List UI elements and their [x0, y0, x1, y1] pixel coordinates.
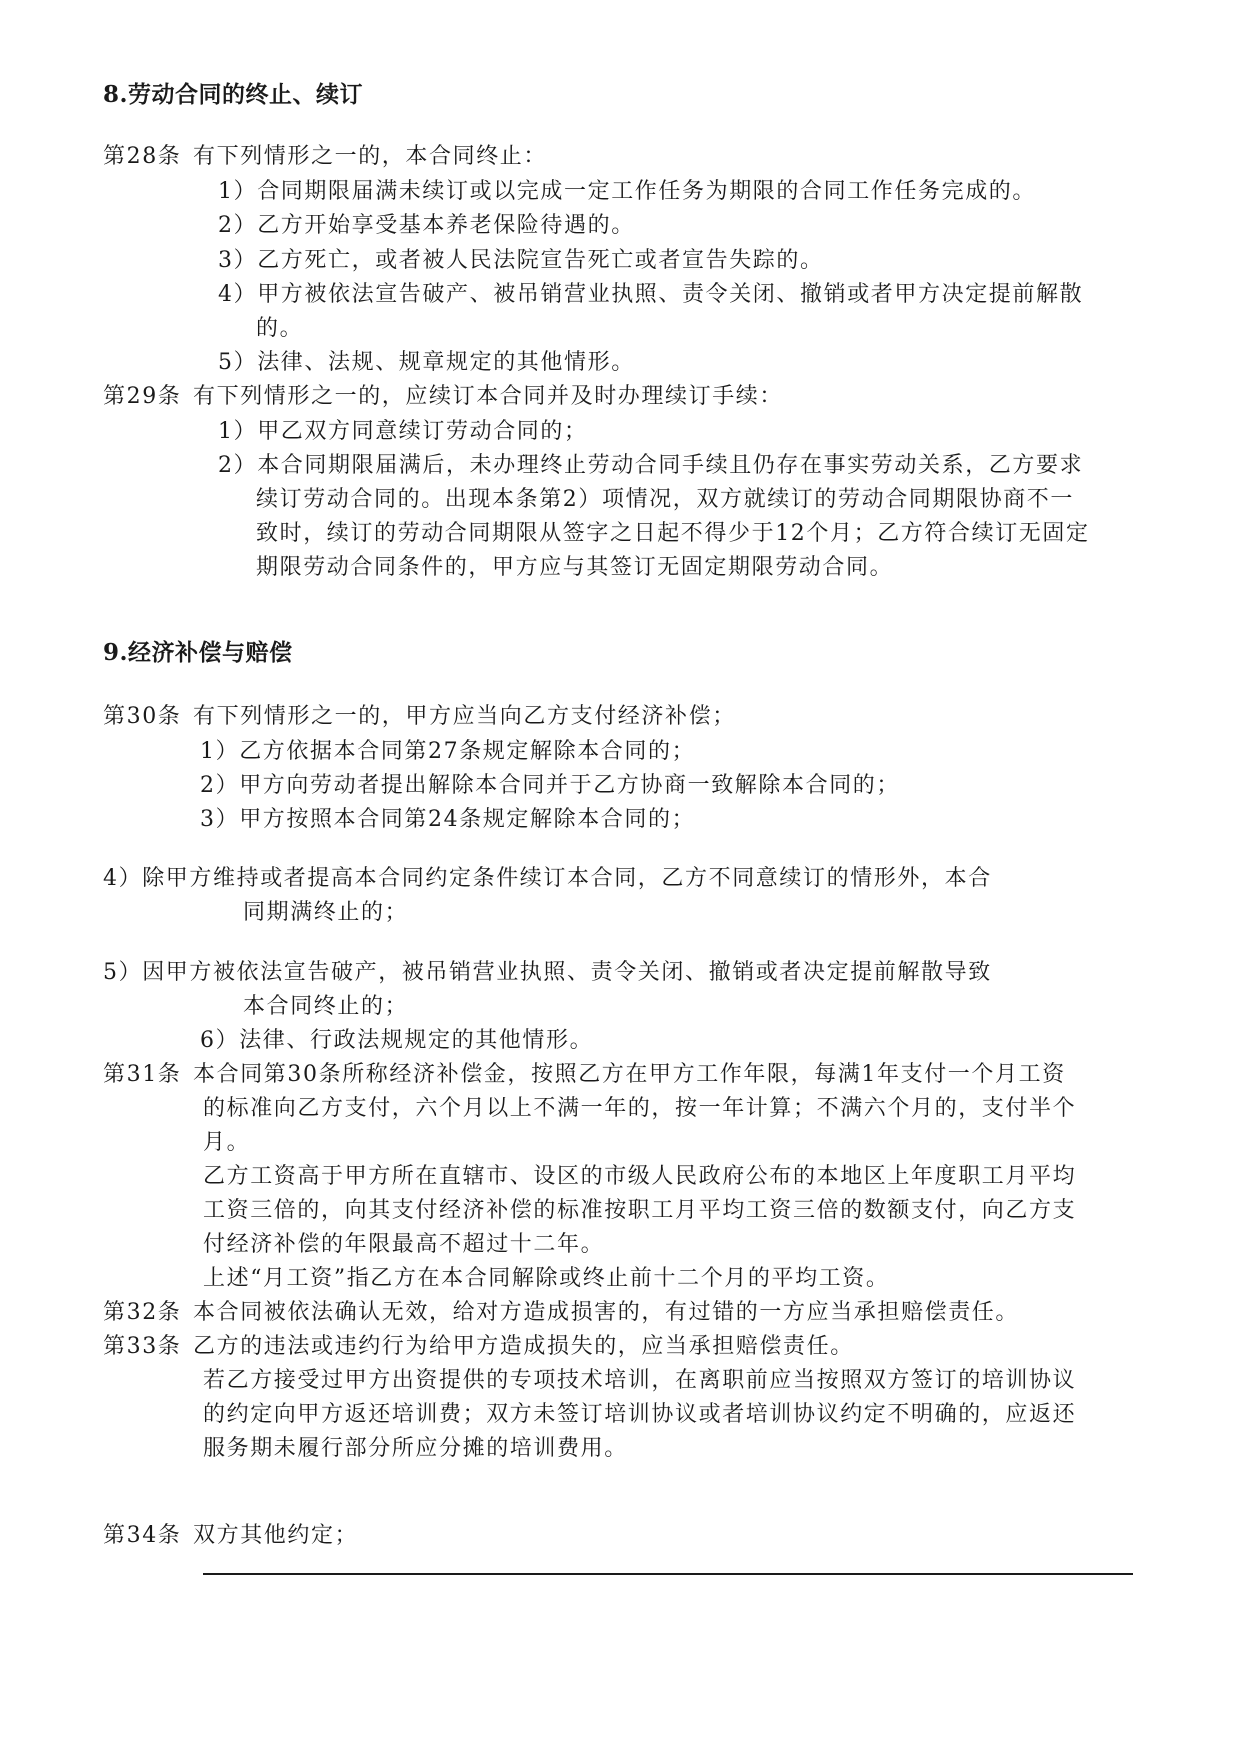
list-item-continued: 期限劳动合同条件的，甲方应与其签订无固定期限劳动合同。 [256, 555, 894, 580]
article-text: 的标准向乙方支付，六个月以上不满一年的，按一年计算；不满六个月的，支付半个 [203, 1096, 1077, 1121]
list-item: 1）乙方依据本合同第27条规定解除本合同的； [200, 739, 696, 764]
article-text: 若乙方接受过甲方出资提供的专项技术培训，在离职前应当按照双方签订的培训协议 [203, 1368, 1077, 1393]
list-item: 6）法律、行政法规规定的其他情形。 [200, 1028, 594, 1053]
article-text: 双方其他约定； [193, 1523, 359, 1548]
list-item: 5）因甲方被依法宣告破产，被吊销营业执照、责令关闭、撤销或者决定提前解散导致 [103, 960, 992, 985]
article-intro-30: 有下列情形之一的，甲方应当向乙方支付经济补偿； [193, 704, 736, 729]
article-label-29: 第29条 [103, 384, 182, 409]
list-item: 3）乙方死亡，或者被人民法院宣告死亡或者宣告失踪的。 [218, 248, 824, 273]
article-label-33: 第33条 [103, 1334, 182, 1359]
article-text: 本合同被依法确认无效，给对方造成损害的，有过错的一方应当承担赔偿责任。 [193, 1300, 1020, 1325]
list-item: 2）甲方向劳动者提出解除本合同并于乙方协商一致解除本合同的； [200, 773, 900, 798]
article-text: 月。 [203, 1130, 251, 1155]
list-item: 4）除甲方维持或者提高本合同约定条件续订本合同，乙方不同意续订的情形外，本合 [103, 866, 992, 891]
article-text: 上述“月工资”指乙方在本合同解除或终止前十二个月的平均工资。 [203, 1266, 890, 1291]
list-item: 5）法律、法规、规章规定的其他情形。 [218, 350, 635, 375]
section-heading-8: 8.劳动合同的终止、续订 [103, 81, 364, 108]
article-text: 付经济补偿的年限最高不超过十二年。 [203, 1232, 605, 1257]
list-item: 2）本合同期限届满后，未办理终止劳动合同手续且仍存在事实劳动关系，乙方要求 [218, 453, 1084, 478]
section-heading-9: 9.经济补偿与赔偿 [103, 639, 293, 666]
list-item: 3）甲方按照本合同第24条规定解除本合同的； [200, 807, 696, 832]
list-item-continued: 本合同终止的； [243, 994, 409, 1019]
article-label-32: 第32条 [103, 1300, 182, 1325]
article-text: 乙方的违法或违约行为给甲方造成损失的，应当承担赔偿责任。 [193, 1334, 854, 1359]
list-item-continued: 的。 [256, 316, 304, 341]
article-text: 乙方工资高于甲方所在直辖市、设区的市级人民政府公布的本地区上年度职工月平均 [203, 1164, 1077, 1189]
list-item: 1）合同期限届满未续订或以完成一定工作任务为期限的合同工作任务完成的。 [218, 179, 1036, 204]
article-text: 本合同第30条所称经济补偿金，按照乙方在甲方工作年限，每满1年支付一个月工资 [193, 1062, 1066, 1087]
blank-fill-line [203, 1573, 1133, 1575]
article-label-30: 第30条 [103, 704, 182, 729]
article-intro-28: 有下列情形之一的，本合同终止： [193, 144, 548, 169]
list-item: 1）甲乙双方同意续订劳动合同的； [218, 419, 588, 444]
list-item: 2）乙方开始享受基本养老保险待遇的。 [218, 213, 635, 238]
list-item: 4）甲方被依法宣告破产、被吊销营业执照、责令关闭、撤销或者甲方决定提前解散 [218, 282, 1084, 307]
article-text: 服务期未履行部分所应分摊的培训费用。 [203, 1436, 628, 1461]
article-label-31: 第31条 [103, 1062, 182, 1087]
article-label-28: 第28条 [103, 144, 182, 169]
article-text: 的约定向甲方返还培训费；双方未签订培训协议或者培训协议约定不明确的，应返还 [203, 1402, 1077, 1427]
article-label-34: 第34条 [103, 1523, 182, 1548]
list-item-continued: 同期满终止的； [243, 900, 409, 925]
article-intro-29: 有下列情形之一的，应续订本合同并及时办理续订手续： [193, 384, 784, 409]
list-item-continued: 致时，续订的劳动合同期限从签字之日起不得少于12个月；乙方符合续订无固定 [256, 521, 1090, 546]
list-item-continued: 续订劳动合同的。出现本条第2）项情况，双方就续订的劳动合同期限协商不一 [256, 487, 1074, 512]
article-text: 工资三倍的，向其支付经济补偿的标准按职工月平均工资三倍的数额支付，向乙方支 [203, 1198, 1077, 1223]
